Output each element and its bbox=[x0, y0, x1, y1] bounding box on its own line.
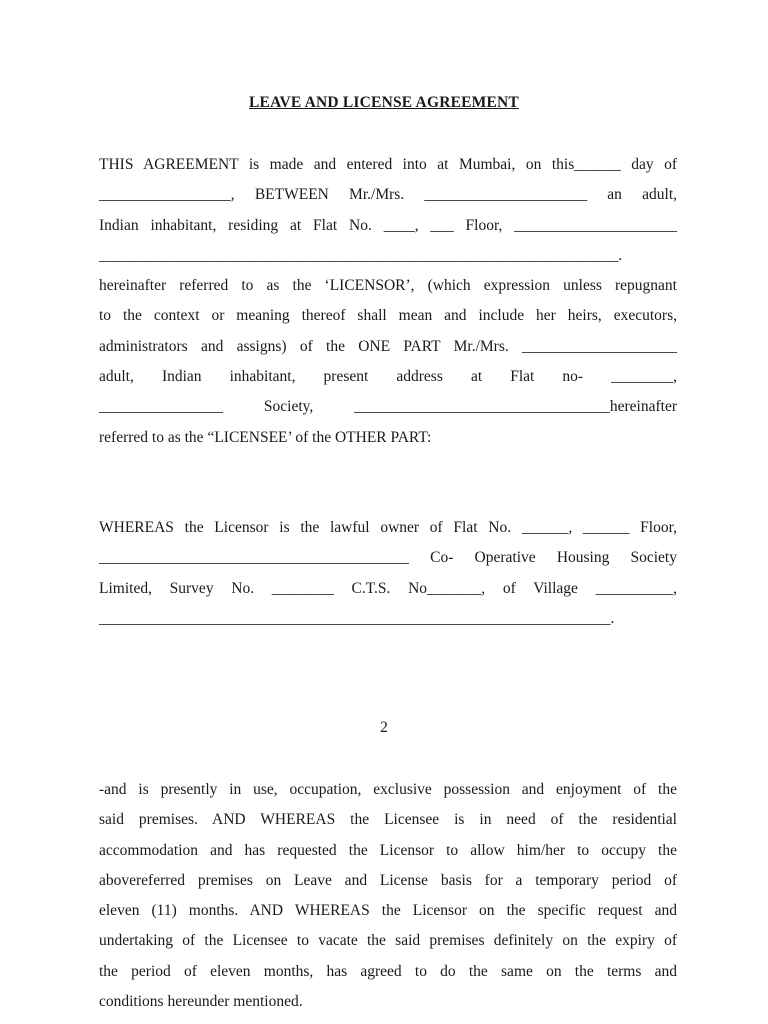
text-line: WHEREAS the Licensor is the lawful owner of Flat No. ______, ______ Floor, bbox=[99, 519, 677, 536]
text-line: -and is presently in use, occupation, exclusive possession and enjoyment of the bbox=[99, 781, 677, 798]
text-line: THIS AGREEMENT is made and entered into at Mumbai, on this______ day of bbox=[99, 156, 677, 173]
text-line: _________________, BETWEEN Mr./Mrs. _____________________ an adult, bbox=[99, 186, 677, 204]
text-line: said premises. AND WHEREAS the Licensee is in need of the residential bbox=[99, 811, 677, 829]
text-line: administrators and assigns) of the ONE PART Mr./Mrs. ____________________ bbox=[99, 337, 677, 355]
text-line: ________________________________________ Co- Operative Housing Society bbox=[99, 549, 677, 567]
page-number: 2 bbox=[380, 719, 388, 736]
text-line: to the context or meaning thereof shall mean and include her heirs, executors, bbox=[99, 307, 677, 325]
text-line: hereinafter referred to as the ‘LICENSOR’, (which expression unless repugnant bbox=[99, 277, 677, 295]
text-line: adult, Indian inhabitant, present address at Flat no- ________, bbox=[99, 368, 677, 386]
parties-paragraph bbox=[99, 150, 677, 453]
text-line: eleven (11) months. AND WHEREAS the Licensor on the specific request and bbox=[99, 902, 677, 920]
text-line: conditions hereunder mentioned. bbox=[99, 993, 303, 1011]
document-title: LEAVE AND LICENSE AGREEMENT bbox=[249, 94, 519, 111]
text-line: ________________ Society, _________________________________hereinafter bbox=[99, 398, 677, 416]
text-line: abovereferred premises on Leave and License basis for a temporary period of bbox=[99, 871, 677, 889]
text-line: the period of eleven months, has agreed to do the same on the terms and bbox=[99, 962, 677, 980]
text-line: referred to as the “LICENSEE’ of the OTHER PART: bbox=[99, 428, 432, 446]
text-line: accommodation and has requested the Licensor to allow him/her to occupy the bbox=[99, 841, 677, 859]
text-line: undertaking of the Licensee to vacate the said premises definitely on the expiry of bbox=[99, 932, 677, 950]
text-line: Indian inhabitant, residing at Flat No. ____, ___ Floor, _____________________ bbox=[99, 216, 677, 234]
text-line: __________________________________________________________________. bbox=[99, 609, 615, 627]
premises-paragraph bbox=[99, 775, 677, 1017]
text-line: Limited, Survey No. ________ C.T.S. No_______, of Village __________, bbox=[99, 579, 677, 597]
whereas-paragraph bbox=[99, 513, 677, 634]
text-line: ___________________________________________________________________. bbox=[99, 246, 623, 264]
